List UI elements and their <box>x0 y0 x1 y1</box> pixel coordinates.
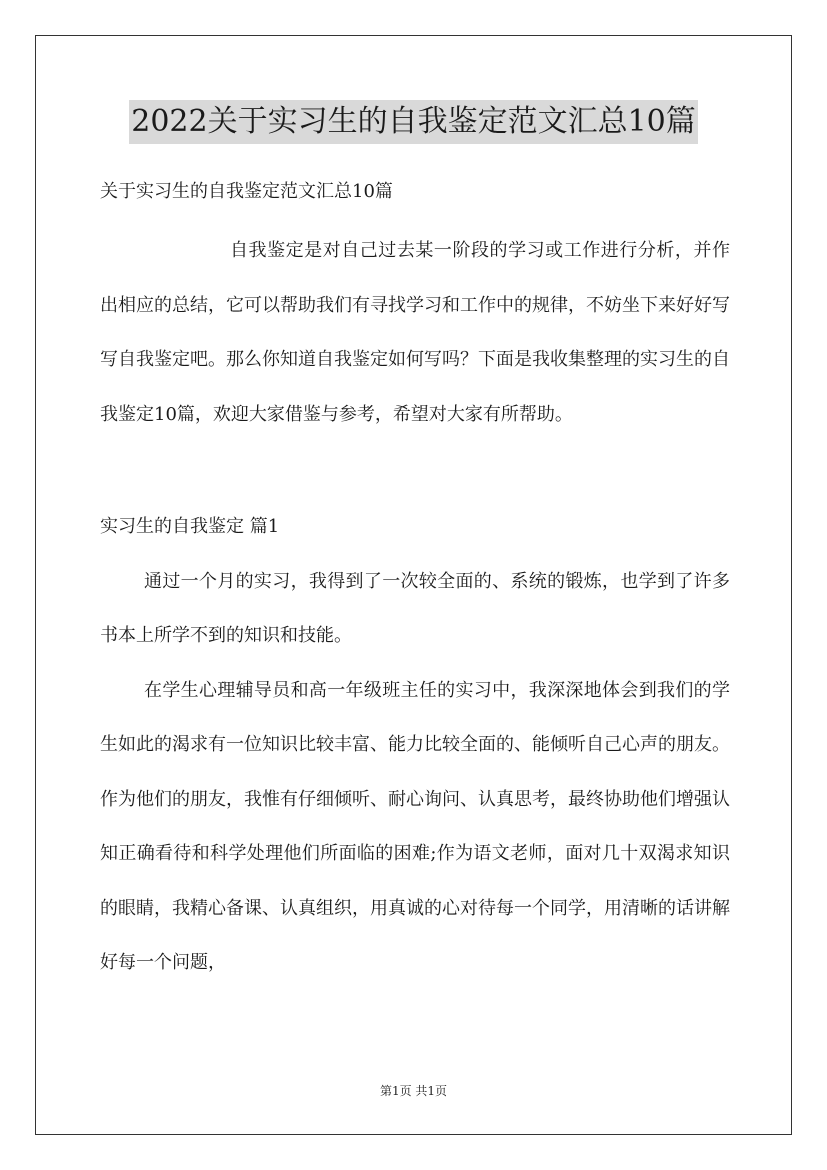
title-area <box>0 100 827 144</box>
section-heading: 实习生的自我鉴定 篇1 <box>100 516 280 537</box>
document-body <box>100 170 730 991</box>
document-subtitle: 关于实习生的自我鉴定范文汇总10篇 <box>100 181 393 202</box>
body-paragraph-1: 通过一个月的实习，我得到了一次较全面的、系统的锻炼，也学到了许多书本上所学不到的知识和技能。 <box>100 570 730 646</box>
document-title: 2022关于实习生的自我鉴定范文汇总10篇 <box>129 100 698 144</box>
body-paragraph-2: 在学生心理辅导员和高一年级班主任的实习中，我深深地体会到我们的学生如此的渴求有一位知识比较丰富、能力比较全面的、能倾听自己心声的朋友。作为他们的朋友，我惟有仔细倾听、耐心询问、认真思考，最终协助他们增强认知正确看待和科学处理他们所面临的困难;作为语文老师，面对几十双渴求知识的眼睛，我精心备课、认真组织，用真诚的心对待每一个同学，用清晰的话讲解好每一个问题， <box>100 679 730 973</box>
intro-paragraph: 自我鉴定是对自己过去某一阶段的学习或工作进行分析，并作出相应的总结，它可以帮助我们有寻找学习和工作中的规律，不妨坐下来好好写写自我鉴定吧。那么你知道自我鉴定如何写吗？下面是我收集整理的实习生的自我鉴定10篇，欢迎大家借鉴与参考，希望对大家有所帮助。 <box>100 240 730 425</box>
page-footer: 第1页 共1页 <box>379 1084 448 1098</box>
